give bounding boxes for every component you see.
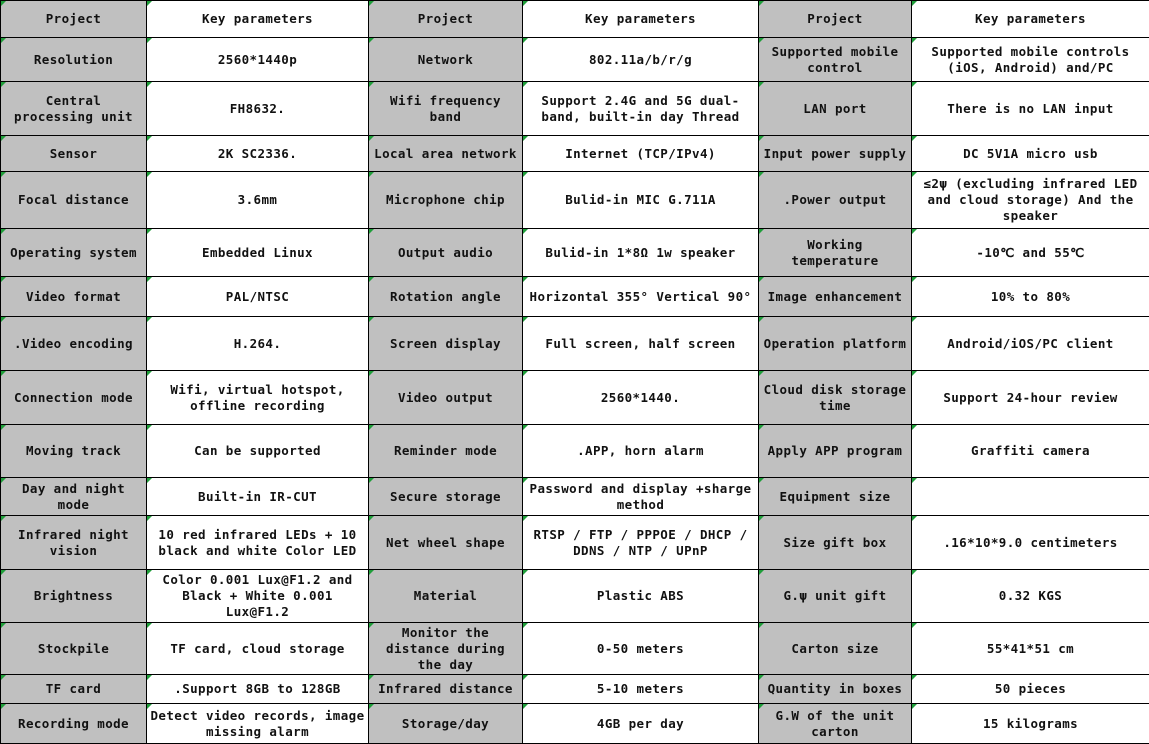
- row-value: 2K SC2336.: [147, 136, 369, 172]
- table-row: [1, 38, 1149, 82]
- row-value: Support 2.4G and 5G dual-band, built-in day Thread: [523, 82, 759, 136]
- spec-table-body: [1, 1, 1149, 744]
- row-value: FH8632.: [147, 82, 369, 136]
- row-label: Local area network: [369, 136, 523, 172]
- row-label: Quantity in boxes: [759, 675, 912, 704]
- row-value: 2560*1440p: [147, 38, 369, 82]
- row-label: Moving track: [1, 425, 147, 478]
- row-value: 3.6mm: [147, 172, 369, 229]
- row-value: .Support 8GB to 128GB: [147, 675, 369, 704]
- row-label: Stockpile: [1, 623, 147, 675]
- table-row: [1, 317, 1149, 371]
- row-value: Android/iOS/PC client: [912, 317, 1149, 371]
- row-label: TF card: [1, 675, 147, 704]
- row-value: .16*10*9.0 centimeters: [912, 516, 1149, 570]
- row-label: Resolution: [1, 38, 147, 82]
- row-label: Sensor: [1, 136, 147, 172]
- table-row: [1, 570, 1149, 623]
- row-value: Wifi, virtual hotspot, offline recording: [147, 371, 369, 425]
- row-label: Input power supply: [759, 136, 912, 172]
- header-project-2: Project: [369, 1, 523, 38]
- table-row: [1, 516, 1149, 570]
- row-label: Video output: [369, 371, 523, 425]
- row-value: Embedded Linux: [147, 229, 369, 277]
- row-value: -10℃ and 55℃: [912, 229, 1149, 277]
- row-value: Built-in IR-CUT: [147, 478, 369, 516]
- row-value: Color 0.001 Lux@F1.2 and Black + White 0.001 Lux@F1.2: [147, 570, 369, 623]
- table-row: [1, 478, 1149, 516]
- row-value: Supported mobile controls (iOS, Android) and/PC: [912, 38, 1149, 82]
- row-value: [912, 478, 1149, 516]
- row-value: 55*41*51 cm: [912, 623, 1149, 675]
- row-label: Apply APP program: [759, 425, 912, 478]
- row-value: 0-50 meters: [523, 623, 759, 675]
- row-value: Plastic ABS: [523, 570, 759, 623]
- header-row: [1, 1, 1149, 38]
- table-row: [1, 704, 1149, 744]
- row-label: Material: [369, 570, 523, 623]
- row-label: Operation platform: [759, 317, 912, 371]
- row-label: Recording mode: [1, 704, 147, 744]
- row-value: .APP, horn alarm: [523, 425, 759, 478]
- row-label: Connection mode: [1, 371, 147, 425]
- row-label: Infrared distance: [369, 675, 523, 704]
- row-value: Horizontal 355° Vertical 90°: [523, 277, 759, 317]
- header-key-parameters-2: Key parameters: [523, 1, 759, 38]
- row-value: 2560*1440.: [523, 371, 759, 425]
- row-label: Central processing unit: [1, 82, 147, 136]
- row-value: Bulid-in 1*8Ω 1w speaker: [523, 229, 759, 277]
- row-value: Full screen, half screen: [523, 317, 759, 371]
- row-value: ≤2ψ (excluding infrared LED and cloud storage) And the speaker: [912, 172, 1149, 229]
- row-value: DC 5V1A micro usb: [912, 136, 1149, 172]
- table-row: [1, 623, 1149, 675]
- row-label: Size gift box: [759, 516, 912, 570]
- row-label: Working temperature: [759, 229, 912, 277]
- row-value: 10 red infrared LEDs + 10 black and white Color LED: [147, 516, 369, 570]
- header-key-parameters-1: Key parameters: [147, 1, 369, 38]
- table-row: [1, 82, 1149, 136]
- row-label: Supported mobile control: [759, 38, 912, 82]
- table-row: [1, 675, 1149, 704]
- row-label: Rotation angle: [369, 277, 523, 317]
- row-label: G.ψ unit gift: [759, 570, 912, 623]
- row-label: Infrared night vision: [1, 516, 147, 570]
- row-label: Video format: [1, 277, 147, 317]
- row-label: Reminder mode: [369, 425, 523, 478]
- row-label: Operating system: [1, 229, 147, 277]
- table-row: [1, 172, 1149, 229]
- row-label: Output audio: [369, 229, 523, 277]
- row-value: PAL/NTSC: [147, 277, 369, 317]
- row-label: G.W of the unit carton: [759, 704, 912, 744]
- row-value: Password and display +sharge method: [523, 478, 759, 516]
- header-project-3: Project: [759, 1, 912, 38]
- row-label: Carton size: [759, 623, 912, 675]
- table-row: [1, 371, 1149, 425]
- header-project-1: Project: [1, 1, 147, 38]
- row-value: H.264.: [147, 317, 369, 371]
- header-key-parameters-3: Key parameters: [912, 1, 1149, 38]
- row-label: Microphone chip: [369, 172, 523, 229]
- row-value: Internet (TCP/IPv4): [523, 136, 759, 172]
- row-value: 4GB per day: [523, 704, 759, 744]
- row-value: Bulid-in MIC G.711A: [523, 172, 759, 229]
- row-label: .Video encoding: [1, 317, 147, 371]
- row-label: Focal distance: [1, 172, 147, 229]
- row-label: .Power output: [759, 172, 912, 229]
- row-label: Secure storage: [369, 478, 523, 516]
- row-value: 802.11a/b/r/g: [523, 38, 759, 82]
- row-value: 50 pieces: [912, 675, 1149, 704]
- row-label: LAN port: [759, 82, 912, 136]
- row-value: Support 24-hour review: [912, 371, 1149, 425]
- row-value: RTSP / FTP / PPPOE / DHCP / DDNS / NTP / UPnP: [523, 516, 759, 570]
- row-label: Day and night mode: [1, 478, 147, 516]
- row-label: Storage/day: [369, 704, 523, 744]
- table-row: [1, 229, 1149, 277]
- row-label: Net wheel shape: [369, 516, 523, 570]
- row-label: Equipment size: [759, 478, 912, 516]
- row-label: Network: [369, 38, 523, 82]
- table-row: [1, 136, 1149, 172]
- row-label: Screen display: [369, 317, 523, 371]
- row-label: Image enhancement: [759, 277, 912, 317]
- row-value: 15 kilograms: [912, 704, 1149, 744]
- row-value: 5-10 meters: [523, 675, 759, 704]
- row-value: Can be supported: [147, 425, 369, 478]
- row-value: Detect video records, image missing alarm: [147, 704, 369, 744]
- row-label: Brightness: [1, 570, 147, 623]
- table-row: [1, 425, 1149, 478]
- row-value: TF card, cloud storage: [147, 623, 369, 675]
- row-value: Graffiti camera: [912, 425, 1149, 478]
- row-label: Cloud disk storage time: [759, 371, 912, 425]
- row-value: 10% to 80%: [912, 277, 1149, 317]
- table-row: [1, 277, 1149, 317]
- row-label: Wifi frequency band: [369, 82, 523, 136]
- row-label: Monitor the distance during the day: [369, 623, 523, 675]
- row-value: There is no LAN input: [912, 82, 1149, 136]
- row-value: 0.32 KGS: [912, 570, 1149, 623]
